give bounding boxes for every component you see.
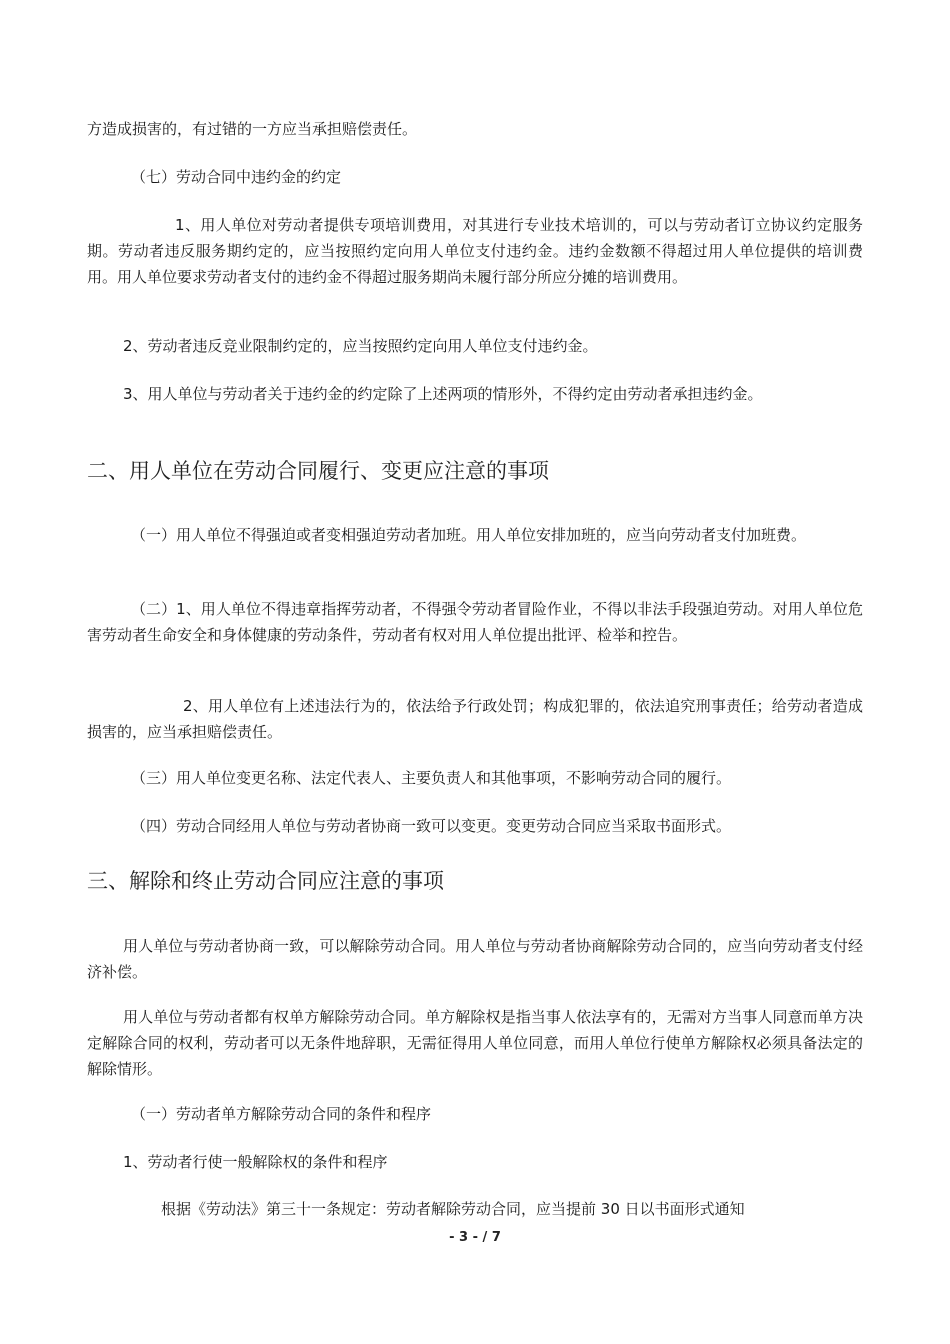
page-number: - 3 - / 7 [449, 1230, 501, 1245]
subheading-worker-termination: （一）劳动者单方解除劳动合同的条件和程序 [131, 1105, 432, 1123]
paragraph-overtime: （一）用人单位不得强迫或者变相强迫劳动者加班。用人单位安排加班的，应当向劳动者支付加班费。 [131, 526, 807, 544]
paragraph-unilateral-termination: 用人单位与劳动者都有权单方解除劳动合同。单方解除权是指当事人依法享有的，无需对方当事人同意而单方决定解除合同的权利，劳动者可以无条件地辞职，无需征得用人单位同意，而用人单位行使单方解除权必须具备法定的解除情形。 [87, 1008, 863, 1078]
paragraph-contract-modification: （四）劳动合同经用人单位与劳动者协商一致可以变更。变更劳动合同应当采取书面形式。 [131, 817, 732, 835]
paragraph-penalty-restriction: 3、用人单位与劳动者关于违约金的约定除了上述两项的情形外，不得约定由劳动者承担违约金。 [123, 385, 763, 403]
subheading-penalty-agreement: （七）劳动合同中违约金的约定 [131, 168, 342, 186]
paragraph-mutual-termination: 用人单位与劳动者协商一致，可以解除劳动合同。用人单位与劳动者协商解除劳动合同的，应当向劳动者支付经济补偿。 [87, 937, 863, 981]
paragraph-non-compete-penalty: 2、劳动者违反竞业限制约定的，应当按照约定向用人单位支付违约金。 [123, 337, 598, 355]
section-heading-2: 二、用人单位在劳动合同履行、变更应注意的事项 [87, 459, 549, 483]
paragraph-legal-responsibility: 2、用人单位有上述违法行为的，依法给予行政处罚；构成犯罪的，依法追究刑事责任；给劳动者造成损害的，应当承担赔偿责任。 [87, 697, 863, 741]
paragraph-name-change: （三）用人单位变更名称、法定代表人、主要负责人和其他事项，不影响劳动合同的履行。 [131, 769, 732, 787]
subheading-general-termination-right: 1、劳动者行使一般解除权的条件和程序 [123, 1153, 388, 1171]
section-heading-3: 三、解除和终止劳动合同应注意的事项 [87, 869, 444, 893]
paragraph-training-service-period: 1、用人单位对劳动者提供专项培训费用，对其进行专业技术培训的，可以与劳动者订立协议约定服务期。劳动者违反服务期约定的，应当按照约定向用人单位支付违约金。违约金数额不得超过用人单位提供的培训费用。用人单位要求劳动者支付的违约金不得超过服务期尚未履行部分所应分摊的培训费用。 [87, 216, 863, 286]
paragraph-labor-law-article-31: 根据《劳动法》第三十一条规定：劳动者解除劳动合同，应当提前 30 日以书面形式通知 [161, 1200, 745, 1218]
paragraph-liability-continued: 方造成损害的，有过错的一方应当承担赔偿责任。 [87, 120, 418, 138]
paragraph-illegal-command: （二）1、用人单位不得违章指挥劳动者，不得强令劳动者冒险作业，不得以非法手段强迫劳动。对用人单位危害劳动者生命安全和身体健康的劳动条件，劳动者有权对用人单位提出批评、检举和控告。 [87, 600, 863, 644]
